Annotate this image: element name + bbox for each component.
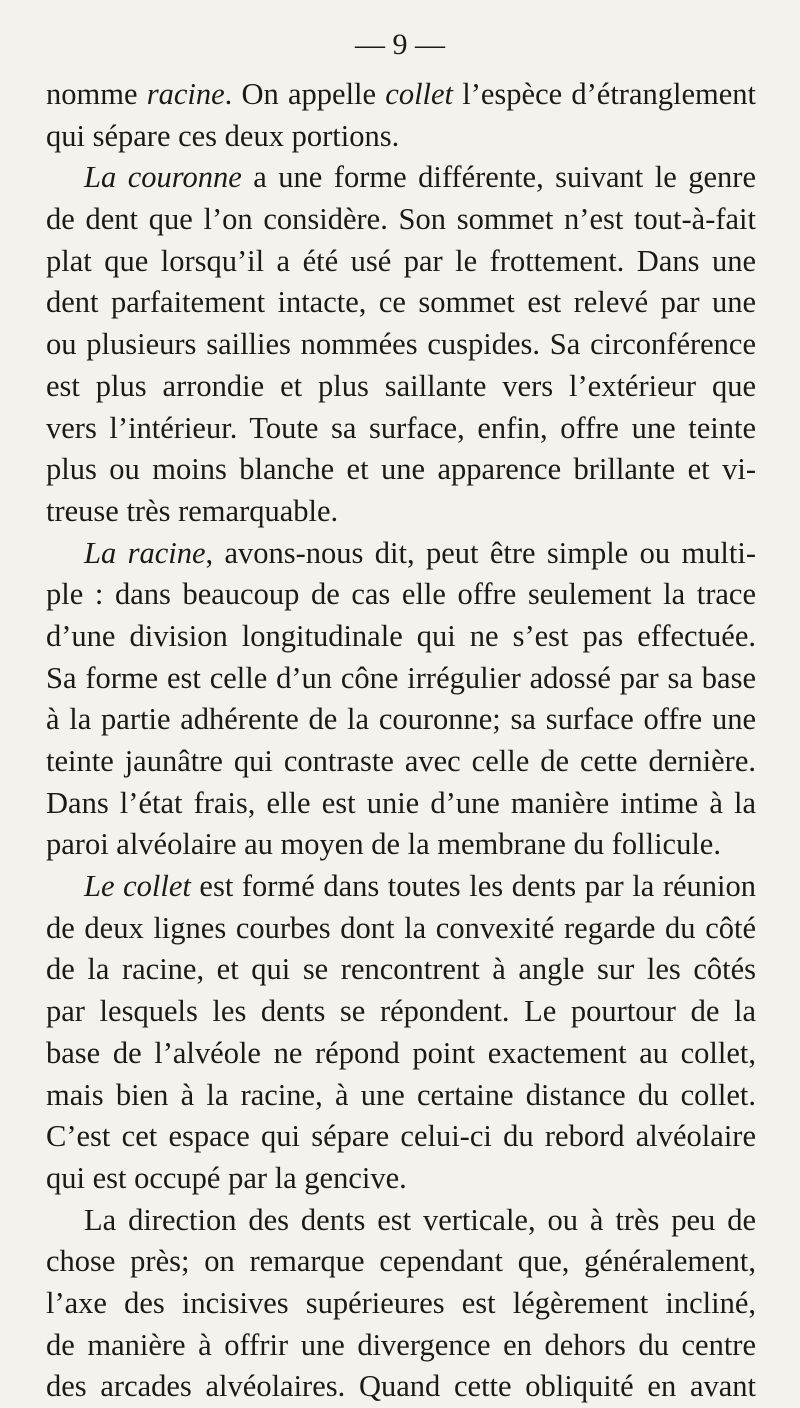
text-line (46, 157, 756, 199)
text-line (46, 574, 756, 616)
text-segment: base de l’alvéole ne répond point exactement au collet, (46, 1035, 756, 1070)
text-segment: de dent que l’on considère. Son sommet n’est tout-à-fait (46, 202, 756, 237)
text-line (46, 282, 756, 324)
text-line (46, 908, 756, 950)
text-segment: , avons-nous dit, peut être simple ou multi- (205, 535, 756, 570)
italic-term: La racine (84, 535, 206, 570)
text-segment: l’axe des incisives supérieures est légèrement incliné, (46, 1285, 756, 1320)
text-line (46, 1283, 756, 1325)
text-line (46, 366, 756, 408)
text-segment: ple : dans beaucoup de cas elle offre seulement la trace (46, 577, 756, 612)
italic-term: racine (146, 77, 225, 111)
text-segment: vers l’intérieur. Toute sa surface, enfin, offre une teinte (46, 410, 756, 445)
text-segment: Sa forme est celle d’un cône irrégulier adossé par sa base (46, 660, 756, 695)
text-line (46, 783, 756, 825)
text-segment: . On appelle (224, 77, 386, 111)
text-line (46, 866, 756, 908)
text-line (46, 324, 756, 366)
text-segment: de manière à offrir une divergence en dehors du centre (46, 1327, 756, 1362)
text-segment: de deux lignes courbes dont la convexité regarde du côté (46, 910, 756, 945)
text-line (46, 616, 756, 658)
text-segment: des arcades alvéolaires. Quand cette obliquité en avant (46, 1369, 756, 1404)
text-line (46, 1075, 756, 1117)
text-line (46, 741, 756, 783)
text-segment: a une forme différente, suivant le genre (241, 160, 756, 195)
text-line (46, 949, 756, 991)
text-segment: paroi alvéolaire au moyen de la membrane du follicule. (46, 827, 721, 862)
text-segment: est plus arrondie et plus saillante vers l’extérieur que (46, 368, 756, 403)
text-segment: treuse très remarquable. (46, 493, 339, 528)
text-segment: ou plusieurs saillies nommées cuspides. Sa circonférence (46, 327, 756, 362)
text-line (46, 449, 756, 491)
text-line (46, 199, 756, 241)
text-segment: plus ou moins blanche et une apparence brillante et vi- (46, 452, 756, 487)
text-line (46, 74, 756, 116)
text-segment: plat que lorsqu’il a été usé par le frottement. Dans une (46, 243, 756, 278)
text-line (46, 1158, 756, 1200)
text-line (46, 1241, 756, 1283)
italic-term: collet (385, 77, 454, 111)
text-line (46, 1116, 756, 1158)
page-number: — 9 — (355, 28, 445, 61)
text-line (46, 491, 756, 533)
text-line (46, 1366, 756, 1408)
text-line (46, 824, 756, 866)
text-segment: teinte jaunâtre qui contraste avec celle de cette dernière. (46, 744, 756, 778)
text-segment: à la partie adhérente de la couronne; sa surface offre une (46, 702, 756, 737)
text-segment: l’espèce d’étranglement (453, 77, 756, 111)
text-segment: est formé dans toutes les dents par la réunion (190, 869, 756, 904)
text-segment: nomme (46, 77, 147, 111)
text-segment: chose près; on remarque cependant que, généralement, (46, 1244, 756, 1279)
text-segment: par lesquels les dents se répondent. Le pourtour de la (46, 994, 756, 1029)
text-line (46, 991, 756, 1033)
text-segment: qui est occupé par la gencive. (46, 1160, 407, 1195)
italic-term: Le collet (84, 869, 191, 904)
italic-term: La couronne (84, 160, 242, 195)
text-line (46, 658, 756, 700)
text-segment: mais bien à la racine, à une certaine distance du collet. (46, 1077, 756, 1112)
text-line (46, 408, 756, 450)
text-line (46, 1200, 756, 1242)
text-line (46, 533, 756, 575)
body-text (46, 74, 756, 1408)
text-segment: C’est cet espace qui sépare celui-ci du rebord alvéolaire (46, 1119, 756, 1154)
text-line (46, 241, 756, 283)
text-line (46, 1033, 756, 1075)
text-segment: Dans l’état frais, elle est unie d’une manière intime à la (46, 785, 756, 820)
text-line (46, 1325, 756, 1367)
text-segment: qui sépare ces deux portions. (46, 118, 400, 153)
text-segment: dent parfaitement intacte, ce sommet est relevé par une (46, 285, 756, 320)
text-segment: d’une division longitudinale qui ne s’est pas effectuée. (46, 618, 756, 653)
text-segment: La direction des dents est verticale, ou à très peu de (84, 1202, 756, 1237)
text-line (46, 699, 756, 741)
text-segment: de la racine, et qui se rencontrent à angle sur les côtés (46, 952, 756, 987)
text-line (46, 116, 756, 158)
